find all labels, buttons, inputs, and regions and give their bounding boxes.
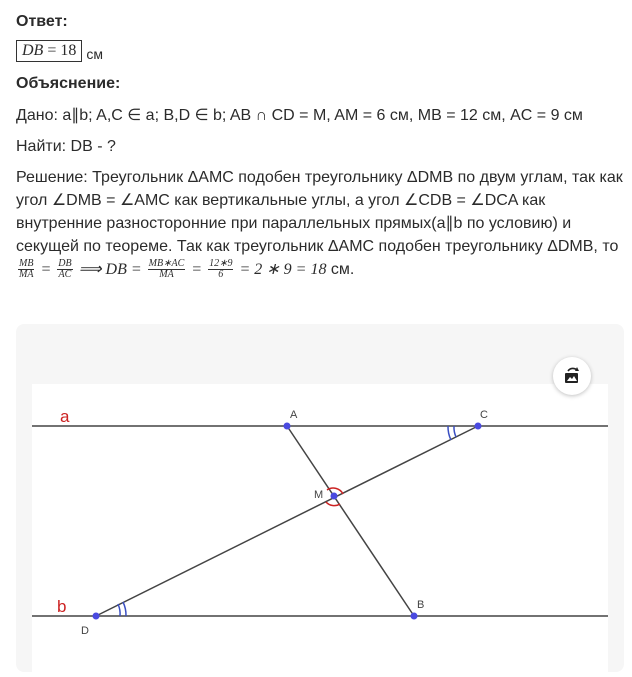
fraction-den: MA [159, 269, 174, 281]
equals: = [187, 261, 207, 278]
fraction-den: 6 [218, 269, 224, 281]
angle-arc-c-outer [448, 426, 451, 440]
equals: = [36, 261, 56, 278]
point-a [284, 423, 291, 430]
result-tail: = 2 ∗ 9 = 18 [235, 261, 327, 278]
solution-text [16, 166, 624, 281]
given-text: Дано: a∥b; A,C ∈ a; B,D ∈ b; AB ∩ CD = M, AM = 6 см, MB = 12 см, AC = 9 см [16, 107, 583, 124]
point-b [411, 613, 418, 620]
answer-unit: см [86, 46, 103, 62]
geometry-svg [32, 384, 608, 672]
find-text: Найти: DB - ? [16, 138, 116, 155]
fraction-num: MB [19, 258, 34, 270]
line-a-label: a [60, 407, 70, 426]
implies: ⟹ [74, 261, 106, 278]
angle-arc-c-inner [454, 426, 456, 437]
segment-dc [96, 426, 478, 616]
point-a-label: A [290, 409, 298, 421]
angle-arc-d-inner [118, 604, 120, 616]
segment-ab [287, 426, 414, 616]
point-c-label: C [480, 409, 488, 421]
answer-content [16, 10, 624, 289]
answer-var: DB [22, 42, 44, 59]
rotate-image-icon [562, 366, 582, 386]
point-b-label: B [417, 599, 425, 611]
answer-heading: Ответ: [16, 13, 68, 30]
explanation-heading: Объяснение: [16, 75, 121, 92]
point-d [93, 613, 100, 620]
rotate-image-button[interactable] [553, 357, 591, 395]
fraction-mbac-ma [148, 259, 186, 280]
answer-formula [16, 40, 82, 62]
geometry-figure [32, 384, 608, 672]
fraction-num: MB∗AC [148, 258, 185, 270]
point-d-label: D [81, 625, 89, 637]
solution-body: Решение: Треугольник ΔAMC подобен треугольнику ΔDMB по двум углам, так как угол ∠DMB = ∠AMC как вертикальные углы, а угол ∠CDB = ∠DCA как внутренние разносторонние при параллельных прямых(a∥b по условию) и секущей по теореме. Так как треугольник ΔAMC подобен треугольнику ΔDMB, то [16, 169, 623, 255]
line-b-label: b [57, 597, 67, 616]
answer-eq: = [43, 42, 61, 59]
fraction-numeric [208, 259, 233, 280]
point-m-label: M [314, 489, 324, 501]
angle-arc-d-outer [123, 602, 126, 616]
result-unit: см. [330, 261, 355, 278]
fraction-num: DB [58, 258, 72, 270]
point-c [475, 423, 482, 430]
fraction-db-ac [57, 259, 72, 280]
db-lhs: DB = [105, 261, 146, 278]
point-m [331, 493, 338, 500]
answer-value: 18 [60, 42, 77, 59]
fraction-mb-ma [18, 259, 34, 280]
answer-row [16, 40, 624, 62]
fraction-den: MA [19, 269, 34, 281]
figure-card [16, 324, 624, 672]
fraction-num: 12∗9 [209, 258, 233, 270]
fraction-den: AC [58, 269, 72, 281]
